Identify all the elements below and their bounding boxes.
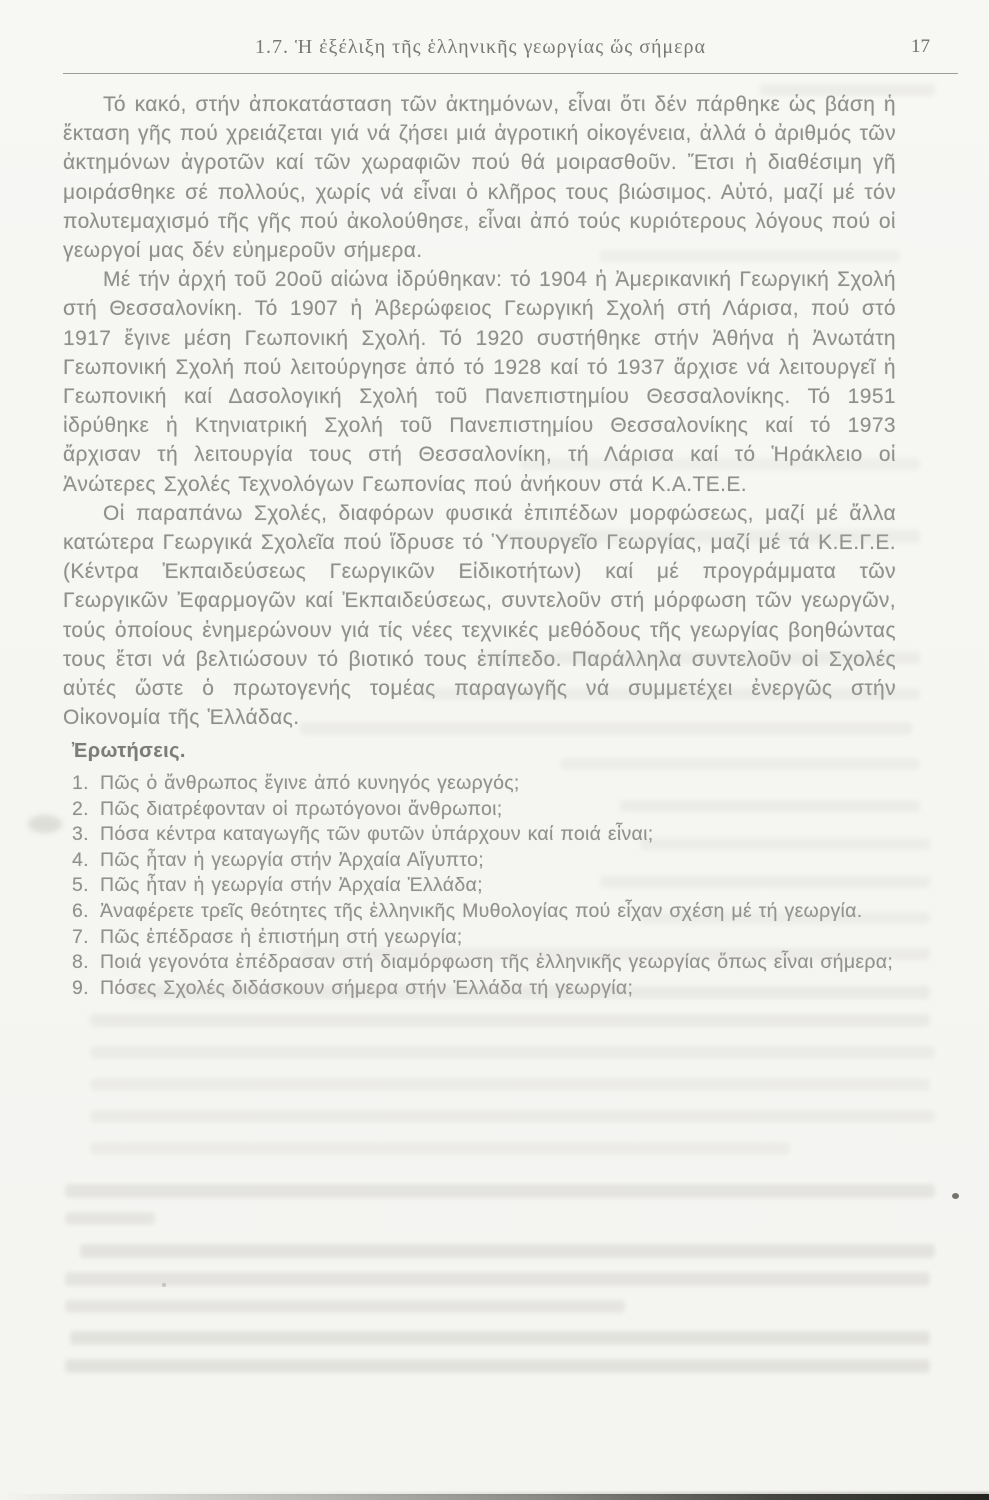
bleed-through-line: [300, 948, 930, 960]
bleed-through-line: [90, 1110, 935, 1123]
page-number: 17: [911, 36, 930, 57]
question-number: 6.: [72, 899, 89, 922]
bleed-through-line: [130, 986, 930, 999]
bleed-through-line: [65, 1212, 155, 1225]
bleed-through-line: [600, 876, 930, 888]
question-text: Πῶς διατρέφονταν οἱ πρωτόγονοι ἄνθρωποι;: [100, 797, 503, 820]
question-text: Πῶς ἦταν ἡ γεωργία στήν Ἀρχαία Ἑλλάδα;: [100, 874, 483, 897]
bleed-through-line: [90, 1046, 935, 1059]
bleed-through-line: [760, 84, 935, 96]
running-head-title: 1.7. Ἡ ἐξέλιξη τῆς ἑλληνικῆς γεωργίας ὥς σήμερα: [254, 36, 707, 58]
bleed-through-line: [640, 912, 930, 924]
bleed-through-line: [65, 1272, 930, 1286]
question-text: Ἀναφέρετε τρεῖς θεότητες τῆς ἑλληνικῆς Μυθολογίας πού εἶχαν σχέση μέ τή γεωργία.: [100, 899, 863, 922]
question-number: 4.: [72, 848, 89, 871]
bleed-through-line: [500, 530, 920, 543]
ink-speck: [162, 1283, 166, 1287]
bleed-through-line: [560, 758, 920, 770]
paragraph-schools-contribution: Οἱ παραπάνω Σχολές, διαφόρων φυσικά ἐπιπέδων μορφώσεως, μαζί μέ ἄλλα κατώτερα Γεωργικά Σχολεῖα πού ἵδρυσε τό Ὑπουργεῖο Γεωργίας, μαζί μέ τά Κ.Ε.Γ.Ε. (Κέντρα Ἐκπαιδεύσεως Γεωργικῶν Εἰδικοτήτων) καί μέ προγράμματα τῶν Γεωργικῶν Ἐφαρμογῶν καί Ἐκπαιδεύσεως, συντελοῦν στή μόρφωση τῶν γεωργῶν, τούς ὁποίους ἐνημερώνουν γιά τίς νέες τεχνικές μεθόδους τῆς γεωργίας βοηθώντας τους ἔτσι νά βελτιώσουν τό βιοτικό τους ἐπίπεδο. Παράλληλα συντελοῦν οἱ Σχολές αὐτές ὥστε ὁ πρωτογενής τομέας παραγωγῆς νά συμμετέχει ἐνεργῶς στήν Οἰκονομία τῆς Ἑλλάδας.: [63, 501, 896, 730]
question-text: Ποιά γεγονότα ἐπέδρασαν στή διαμόρφωση τῆς ἑλληνικῆς γεωργίας ὅπως εἶναι σήμερα;: [100, 951, 894, 974]
bleed-through-line: [620, 800, 920, 812]
paragraph-agricultural-schools: Μέ τήν ἀρχή τοῦ 20οῦ αἰώνα ἱδρύθηκαν: τό 1904 ἡ Ἀμερικανική Γεωργική Σχολή στή Θεσσαλονίκη. Τό 1907 ἡ Ἀβερώφειος Γεωργική Σχολή στή Λάρισα, πού στό 1917 ἔγινε μέση Γεωπονική Σχολή. Τό 1920 συστήθηκε στήν Ἀθήνα ἡ Ἀνωτάτη Γεωπονική Σχολή πού λειτούργησε ἀπό τό 1928 καί τό 1937 ἄρχισε νά λειτουργεῖ ἡ Γεωπονική καί Δασολογική Σχολή τοῦ Πανεπιστημίου Θεσσαλονίκης. Τό 1951 ἱδρύθηκε ἡ Κτηνιατρική Σχολή τοῦ Πανεπιστημίου Θεσσαλονίκης καί τό 1973 ἄρχισαν τή λειτουργία τους στή Θεσσαλονίκη, τή Λάρισα καί τό Ἡράκλειο οἱ Ἀνώτερες Σχολές Τεχνολόγων Γεωπονίας πού ἀνήκουν στά Κ.Α.ΤΕ.Ε.: [63, 268, 896, 496]
bleed-through-line: [65, 1300, 625, 1313]
bleed-through-line: [65, 1359, 930, 1373]
bleed-through-line: [90, 1014, 930, 1027]
questions-heading: Ἐρωτήσεις.: [72, 740, 186, 762]
paragraph-land-reform: Τό κακό, στήν ἀποκατάσταση τῶν ἀκτημόνων, εἶναι ὅτι δέν πάρθηκε ὡς βάση ἡ ἔκταση γῆς πού χρειάζεται γιά νά ζήσει μιά ἀγροτική οἰκογένεια, ἀλλά ὁ ἀριθμός τῶν ἀκτημόνων ἀγροτῶν καί τῶν χωραφιῶν πού θά μοιρασθοῦν. Ἔτσι ἡ διαθέσιμη γῆ μοιράσθηκε σέ πολλούς, χωρίς νά εἶναι ὁ κλῆρος τους βιώσιμος. Αὐτό, μαζί μέ τόν πολυτεμαχισμό τῆς γῆς πού ἀκολούθησε, εἶναι ἀπό τούς κυριότερους λόγους πού οἱ γεωργοί μας δέν εὐημεροῦν σήμερα.: [63, 93, 896, 263]
bleed-through-line: [65, 1184, 935, 1198]
page-header: [63, 36, 958, 66]
question-number: 9.: [72, 976, 89, 999]
header-rule: [63, 73, 958, 74]
question-number: 3.: [72, 823, 89, 846]
question-text: Πόσες Σχολές διδάσκουν σήμερα στήν Ἑλλάδα τή γεωργία;: [100, 976, 634, 999]
question-number: 2.: [72, 797, 89, 820]
bleed-through-line: [80, 1244, 935, 1258]
bleed-through-line: [300, 722, 912, 735]
ink-speck: [952, 1193, 959, 1199]
question-number: 8.: [72, 951, 89, 974]
questions-section: [72, 740, 917, 1001]
question-number: 1.: [72, 772, 89, 794]
question-text: Πόσα κέντρα καταγωγῆς τῶν φυτῶν ὑπάρχουν καί ποιά εἶναι;: [100, 823, 654, 846]
question-item: [72, 925, 917, 951]
bleed-through-line: [70, 1331, 930, 1345]
body-text-block: [63, 90, 896, 732]
question-item: [72, 771, 917, 797]
question-number: 7.: [72, 925, 89, 948]
question-item: [72, 848, 917, 874]
bleed-through-line: [90, 1078, 930, 1091]
bleed-through-line: [600, 250, 900, 262]
question-text: Πῶς ἦταν ἡ γεωργία στήν Ἀρχαία Αἴγυπτο;: [100, 848, 485, 871]
question-text: Πῶς ὁ ἄνθρωπος ἔγινε ἀπό κυνηγός γεωργός;: [100, 772, 520, 794]
scan-smudge: [28, 815, 62, 833]
question-number: 5.: [72, 874, 89, 897]
bleed-through-line: [520, 458, 920, 470]
bleed-through-line: [90, 1142, 790, 1155]
bleed-through-line: [420, 688, 920, 700]
bleed-through-line: [480, 652, 920, 664]
page-edge-shadow: [0, 1494, 989, 1500]
question-text: Πῶς ἐπέδρασε ἡ ἐπιστήμη στή γεωργία;: [100, 925, 463, 948]
bleed-through-line: [640, 838, 930, 850]
